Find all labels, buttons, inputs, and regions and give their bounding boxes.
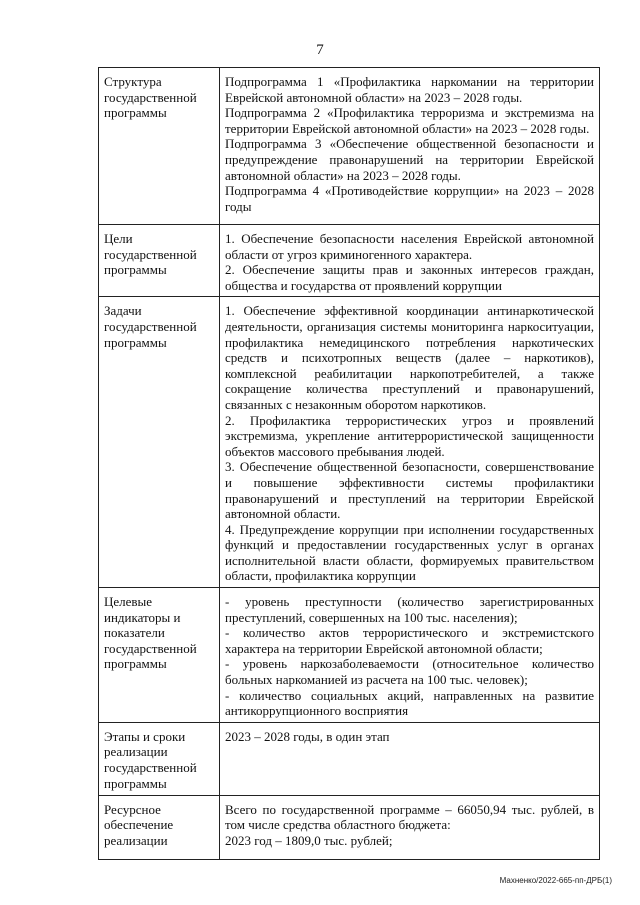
row-label-cell: [99, 225, 220, 297]
paragraph: 2023 год – 1809,0 тыс. рублей;: [225, 833, 393, 848]
paragraph: - количество актов террористического и экстремистского характера на территории Еврейской автономной области;: [225, 625, 594, 656]
table-row: [99, 225, 600, 297]
paragraph: Всего по государственной программе – 66050,94 тыс. рублей, в том числе средства областного бюджета:: [225, 801, 594, 833]
table-row: [99, 68, 600, 225]
paragraph: 2023 – 2028 годы, в один этап: [225, 728, 390, 744]
paragraph: 3. Обеспечение общественной безопасности, совершенствование и повышение эффективности системы профилактики правонарушений и преступлений на территории Еврейской автономной области.: [225, 459, 594, 522]
row-label-cell: [99, 722, 220, 795]
paragraph: - уровень преступности (количество зарегистрированных преступлений, совершенных на 100 тыс. населения);: [225, 594, 594, 625]
row-value-cell: [220, 68, 600, 225]
row-label: Ресурсное обеспечение реализации: [104, 801, 174, 848]
row-label-cell: [99, 795, 220, 859]
paragraph: Подпрограмма 4 «Противодействие коррупции» на 2023 – 2028 годы: [225, 183, 594, 214]
paragraph: 1. Обеспечение эффективной координации антинаркотической деятельности, организация системы мониторинга наркоситуации, профилактика немедицинского потребления наркотических средств и психотропных веществ (далее – наркотиков), комплексной реабилитации наркопотребителей, а также сокращение количества преступлений и правонарушений, связанных с незаконным оборотом наркотиков.: [225, 303, 594, 412]
paragraph: Подпрограмма 1 «Профилактика наркомании на территории Еврейской автономной области» на 2023 – 2028 годы.: [225, 74, 594, 105]
table-row: [99, 297, 600, 588]
paragraph: 1. Обеспечение безопасности населения Еврейской автономной области от угроз криминогенного характера.: [225, 231, 594, 262]
paragraph: 2. Профилактика террористических угроз и проявлений экстремизма, укрепление антитеррористической защищенности объектов массового пребывания людей.: [225, 412, 594, 459]
row-value-cell: [220, 795, 600, 859]
table-row: [99, 722, 600, 795]
row-label: Этапы и сроки реализации государственной программы: [104, 728, 197, 791]
row-label-cell: [99, 297, 220, 588]
paragraph: 2. Обеспечение защиты прав и законных интересов граждан, общества и государства от проявлений коррупции: [225, 262, 594, 293]
paragraph: Подпрограмма 3 «Обеспечение общественной безопасности и предупреждение правонарушений на территории Еврейской автономной области» на 2023 – 2028 годы.: [225, 136, 594, 183]
row-value-cell: [220, 588, 600, 723]
table-row: [99, 795, 600, 859]
row-value-cell: [220, 722, 600, 795]
program-passport-table: [98, 67, 600, 860]
paragraph: 4. Предупреждение коррупции при исполнении государственных функций и предоставлении государственных услуг в органах исполнительной власти области, формируемых правительством области, профилактика коррупции: [225, 521, 594, 584]
table-row: [99, 588, 600, 723]
paragraph: Подпрограмма 2 «Профилактика терроризма и экстремизма на территории Еврейской автономной области» на 2023 – 2028 годы.: [225, 105, 594, 136]
row-label: Задачи государственной программы: [104, 303, 197, 350]
row-label: Структура государственной программы: [104, 74, 197, 121]
row-label: Целевые индикаторы и показатели государственной программы: [104, 594, 197, 672]
row-value-cell: [220, 225, 600, 297]
page-number: 7: [316, 42, 324, 58]
paragraph: - количество социальных акций, направленных на развитие антикоррупционного восприятия: [225, 687, 594, 719]
paragraph: - уровень наркозаболеваемости (относительное количество больных наркоманией из расчета на 100 тыс. человек);: [225, 656, 594, 688]
document-registration-stamp: Махненко/2022-665-пп-ДРБ(1): [499, 876, 612, 885]
row-label: Цели государственной программы: [104, 231, 197, 278]
row-label-cell: [99, 68, 220, 225]
row-label-cell: [99, 588, 220, 723]
row-value-cell: [220, 297, 600, 588]
